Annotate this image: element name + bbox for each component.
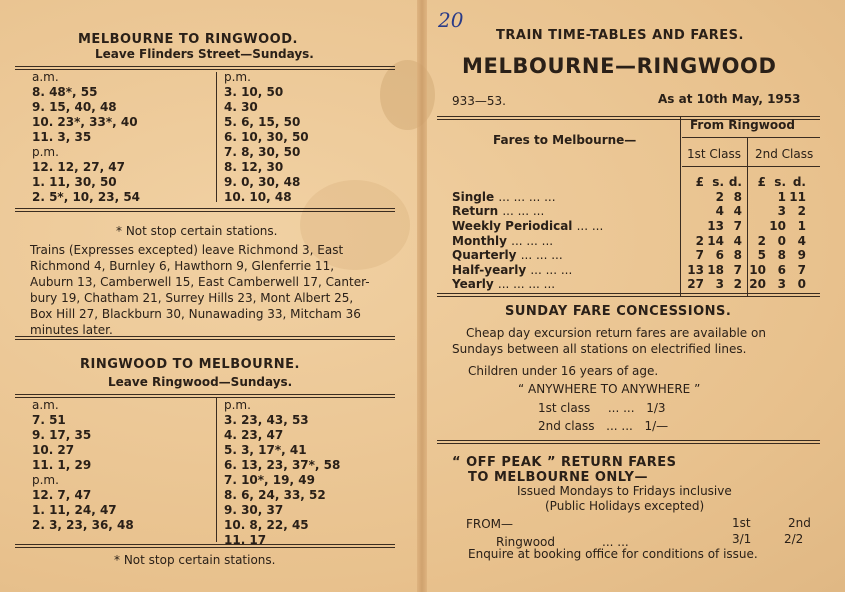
time-line: 10. 8, 22, 45 bbox=[224, 518, 309, 532]
paragraph-line: bury 19, Chatham 21, Surrey Hills 23, Mont Albert 25, bbox=[30, 291, 354, 305]
fare-dots: ... ... ... ... bbox=[497, 277, 556, 292]
sunday-title: SUNDAY FARE CONCESSIONS. bbox=[505, 304, 732, 319]
fares-label: Fares to Melbourne— bbox=[493, 133, 637, 147]
fare-value: 8 bbox=[777, 248, 786, 263]
time-line: a.m. bbox=[32, 398, 59, 412]
fare-value: 4 bbox=[733, 204, 742, 219]
time-line: p.m. bbox=[32, 473, 59, 487]
fare-value: 8 bbox=[733, 248, 742, 263]
time-line: 8. 12, 30 bbox=[224, 160, 284, 174]
time-line: 2. 5*, 10, 23, 54 bbox=[32, 190, 141, 204]
fare-value: 7 bbox=[797, 262, 806, 277]
time-line: 4. 30 bbox=[224, 100, 258, 114]
fare-value: 4 bbox=[797, 233, 806, 248]
time-line: p.m. bbox=[224, 398, 251, 412]
class-label: 1st class bbox=[538, 401, 591, 415]
fare-value: 3 bbox=[777, 277, 786, 292]
fare-value: 2 bbox=[733, 277, 742, 292]
time-line: 9. 15, 40, 48 bbox=[32, 100, 117, 114]
fare-value: 1/3 bbox=[646, 401, 666, 415]
time-line: 8. 48*, 55 bbox=[32, 85, 98, 99]
class1-header: 1st Class bbox=[687, 147, 741, 161]
fare-value: 20 bbox=[749, 277, 766, 292]
fare-dots: ... ... bbox=[576, 219, 604, 234]
fare-value: 14 bbox=[707, 233, 724, 248]
time-line: 1. 11, 24, 47 bbox=[32, 503, 117, 517]
fare-value: 2 bbox=[715, 189, 724, 204]
time-line: 4. 23, 47 bbox=[224, 428, 284, 442]
fare-dots: ... ... ... bbox=[511, 233, 554, 248]
fare-value: 3 bbox=[715, 277, 724, 292]
fare-value: 6 bbox=[777, 262, 786, 277]
fare-row-monthly bbox=[452, 233, 806, 248]
divider bbox=[682, 166, 820, 167]
from-label: FROM— bbox=[466, 517, 514, 531]
fare-value: 0 bbox=[777, 233, 786, 248]
time-line: 12. 7, 47 bbox=[32, 488, 92, 502]
mtr-note: * Not stop certain stations. bbox=[116, 224, 278, 238]
time-line: 2. 3, 23, 36, 48 bbox=[32, 518, 134, 532]
unit-pound: £ bbox=[695, 175, 704, 190]
fare-1st: 3/1 bbox=[732, 532, 752, 546]
fare-name: Quarterly bbox=[452, 248, 517, 263]
fare-value: 7 bbox=[733, 219, 742, 234]
mtr-title: MELBOURNE TO RINGWOOD. bbox=[78, 32, 298, 47]
fare-name: Return bbox=[452, 204, 499, 219]
divider bbox=[437, 293, 820, 297]
fare-value: 2 bbox=[695, 233, 704, 248]
time-line: 7. 8, 30, 50 bbox=[224, 145, 301, 159]
sunday-line: Sundays between all stations on electrified lines. bbox=[452, 342, 747, 356]
stations-paragraph bbox=[30, 242, 370, 338]
paragraph-line: minutes later. bbox=[30, 323, 113, 337]
rtm-times-pm bbox=[224, 398, 340, 548]
second-class-fare bbox=[538, 418, 668, 434]
fare-value bbox=[742, 190, 766, 205]
time-line: 10. 27 bbox=[32, 443, 75, 457]
col-1st: 1st bbox=[732, 516, 751, 530]
sunday-line: Cheap day excursion return fares are available on bbox=[466, 326, 766, 340]
fare-dots: ... ... ... bbox=[502, 204, 545, 219]
time-line: 1. 11, 30, 50 bbox=[32, 175, 117, 189]
divider bbox=[15, 336, 395, 340]
fare-row-return bbox=[452, 204, 806, 219]
time-line: 11. 17 bbox=[224, 533, 267, 547]
time-line: 8. 6, 24, 33, 52 bbox=[224, 488, 326, 502]
fare-value: 5 bbox=[757, 248, 766, 263]
time-line: 3. 23, 43, 53 bbox=[224, 413, 309, 427]
fare-value bbox=[742, 219, 766, 234]
time-line: 3. 10, 50 bbox=[224, 85, 284, 99]
paragraph-line: Auburn 13, Camberwell 15, East Camberwell 17, Canter- bbox=[30, 275, 370, 289]
fare-value: 3 bbox=[777, 204, 786, 219]
fare-value: 10 bbox=[749, 262, 766, 277]
fare-value: 6 bbox=[715, 248, 724, 263]
time-line: 10. 23*, 33*, 40 bbox=[32, 115, 138, 129]
dots: ... ... bbox=[606, 419, 633, 433]
handwritten-number: 20 bbox=[438, 8, 464, 32]
time-line: 12. 12, 27, 47 bbox=[32, 160, 126, 174]
fare-value: 11 bbox=[789, 189, 806, 204]
time-line: 5. 3, 17*, 41 bbox=[224, 443, 307, 457]
fare-row-quarterly bbox=[452, 248, 806, 263]
fare-dots: ... ... ... ... bbox=[498, 189, 556, 204]
mtr-times-am bbox=[32, 70, 140, 205]
fare-name: Yearly bbox=[452, 277, 494, 292]
time-line: p.m. bbox=[224, 70, 251, 84]
unit-shilling: s. bbox=[712, 175, 724, 190]
mtr-subtitle: Leave Flinders Street—Sundays. bbox=[95, 47, 314, 61]
dots: ... ... bbox=[602, 535, 629, 549]
time-line: 6. 10, 30, 50 bbox=[224, 130, 309, 144]
paragraph-line: Box Hill 27, Blackburn 30, Nunawading 33, Mitcham 36 bbox=[30, 307, 361, 321]
fare-value: 10 bbox=[769, 219, 786, 234]
page-fold bbox=[417, 0, 427, 592]
column-divider bbox=[216, 398, 217, 542]
time-line: 9. 17, 35 bbox=[32, 428, 92, 442]
fare-value: 27 bbox=[687, 277, 704, 292]
anywhere-heading: “ ANYWHERE TO ANYWHERE ” bbox=[518, 382, 701, 396]
fare-dots: ... ... ... bbox=[520, 248, 563, 263]
fares-table bbox=[452, 175, 806, 292]
class-label: 2nd class bbox=[538, 419, 595, 433]
mtr-times-pm bbox=[224, 70, 309, 205]
station-name: Ringwood bbox=[496, 535, 556, 549]
paragraph-line: Trains (Expresses excepted) leave Richmond 3, East bbox=[30, 243, 344, 257]
fare-name: Weekly Periodical bbox=[452, 219, 573, 234]
rtm-subtitle: Leave Ringwood—Sundays. bbox=[108, 375, 293, 389]
fare-value bbox=[684, 204, 704, 219]
unit-shilling: s. bbox=[774, 175, 786, 190]
form-code: 933—53. bbox=[452, 94, 506, 108]
class2-header: 2nd Class bbox=[755, 147, 814, 161]
children-note: Children under 16 years of age. bbox=[468, 364, 659, 378]
fare-value: 1 bbox=[777, 189, 786, 204]
divider bbox=[15, 208, 395, 212]
time-line: a.m. bbox=[32, 70, 59, 84]
fare-value bbox=[742, 204, 766, 219]
rtm-title: RINGWOOD TO MELBOURNE. bbox=[80, 357, 300, 372]
time-line: 5. 6, 15, 50 bbox=[224, 115, 301, 129]
rtm-note: * Not stop certain stations. bbox=[114, 553, 276, 567]
time-line: 10. 10, 48 bbox=[224, 190, 292, 204]
fare-value bbox=[684, 190, 704, 205]
fare-value: 18 bbox=[707, 262, 724, 277]
fare-value: 4 bbox=[733, 233, 742, 248]
fare-value: 1 bbox=[797, 219, 806, 234]
unit-pence: d. bbox=[728, 175, 742, 190]
page-header: TRAIN TIME-TABLES AND FARES. bbox=[496, 28, 744, 43]
dots: ... ... bbox=[607, 401, 635, 415]
offpeak-line: Issued Mondays to Fridays inclusive bbox=[517, 484, 732, 498]
fare-name: Monthly bbox=[452, 233, 507, 248]
fare-row-yearly bbox=[452, 277, 806, 292]
fare-value bbox=[684, 219, 704, 234]
enquire-note: Enquire at booking office for conditions of issue. bbox=[468, 547, 758, 561]
fare-2nd: 2/2 bbox=[784, 532, 804, 546]
fare-value: 13 bbox=[707, 219, 724, 234]
divider bbox=[15, 544, 395, 548]
paragraph-line: Richmond 4, Burnley 6, Hawthorn 9, Glenferrie 11, bbox=[30, 259, 335, 273]
fare-value: 2 bbox=[757, 233, 766, 248]
fare-value: 9 bbox=[797, 248, 806, 263]
from-ringwood: From Ringwood bbox=[690, 118, 795, 132]
fare-name: Single bbox=[452, 189, 495, 204]
fare-row-single bbox=[452, 190, 806, 205]
column-divider bbox=[216, 72, 217, 202]
time-line: 11. 1, 29 bbox=[32, 458, 92, 472]
fare-value: 7 bbox=[733, 262, 742, 277]
divider bbox=[682, 137, 820, 138]
first-class-fare bbox=[538, 400, 666, 416]
fare-value: 1/— bbox=[644, 419, 669, 433]
time-line: 11. 3, 35 bbox=[32, 130, 92, 144]
fare-value: 13 bbox=[687, 262, 704, 277]
divider bbox=[437, 440, 820, 444]
fare-value: 7 bbox=[695, 248, 704, 263]
time-line: 9. 0, 30, 48 bbox=[224, 175, 301, 189]
fare-row-weekly bbox=[452, 219, 806, 234]
fare-name: Half-yearly bbox=[452, 262, 527, 277]
units-row bbox=[452, 175, 806, 190]
route-title: MELBOURNE—RINGWOOD bbox=[462, 54, 777, 78]
offpeak-title: “ OFF PEAK ” RETURN FARES bbox=[452, 455, 677, 470]
fare-value: 4 bbox=[715, 204, 724, 219]
fare-row-half-yearly bbox=[452, 263, 806, 278]
time-line: 7. 51 bbox=[32, 413, 66, 427]
unit-pound: £ bbox=[757, 175, 766, 190]
time-line: 6. 13, 23, 37*, 58 bbox=[224, 458, 341, 472]
fare-value: 0 bbox=[797, 277, 806, 292]
time-line: 9. 30, 37 bbox=[224, 503, 284, 517]
as-at-date: As at 10th May, 1953 bbox=[658, 92, 801, 106]
rtm-times-am bbox=[32, 398, 134, 533]
time-line: p.m. bbox=[32, 145, 59, 159]
col-2nd: 2nd bbox=[788, 516, 811, 530]
offpeak-title-2: TO MELBOURNE ONLY— bbox=[468, 470, 648, 485]
fare-value: 2 bbox=[797, 204, 806, 219]
time-line: 7. 10*, 19, 49 bbox=[224, 473, 315, 487]
fare-value: 8 bbox=[733, 189, 742, 204]
offpeak-line: (Public Holidays excepted) bbox=[545, 499, 705, 513]
fare-dots: ... ... ... bbox=[530, 262, 573, 277]
unit-pence: d. bbox=[792, 175, 806, 190]
